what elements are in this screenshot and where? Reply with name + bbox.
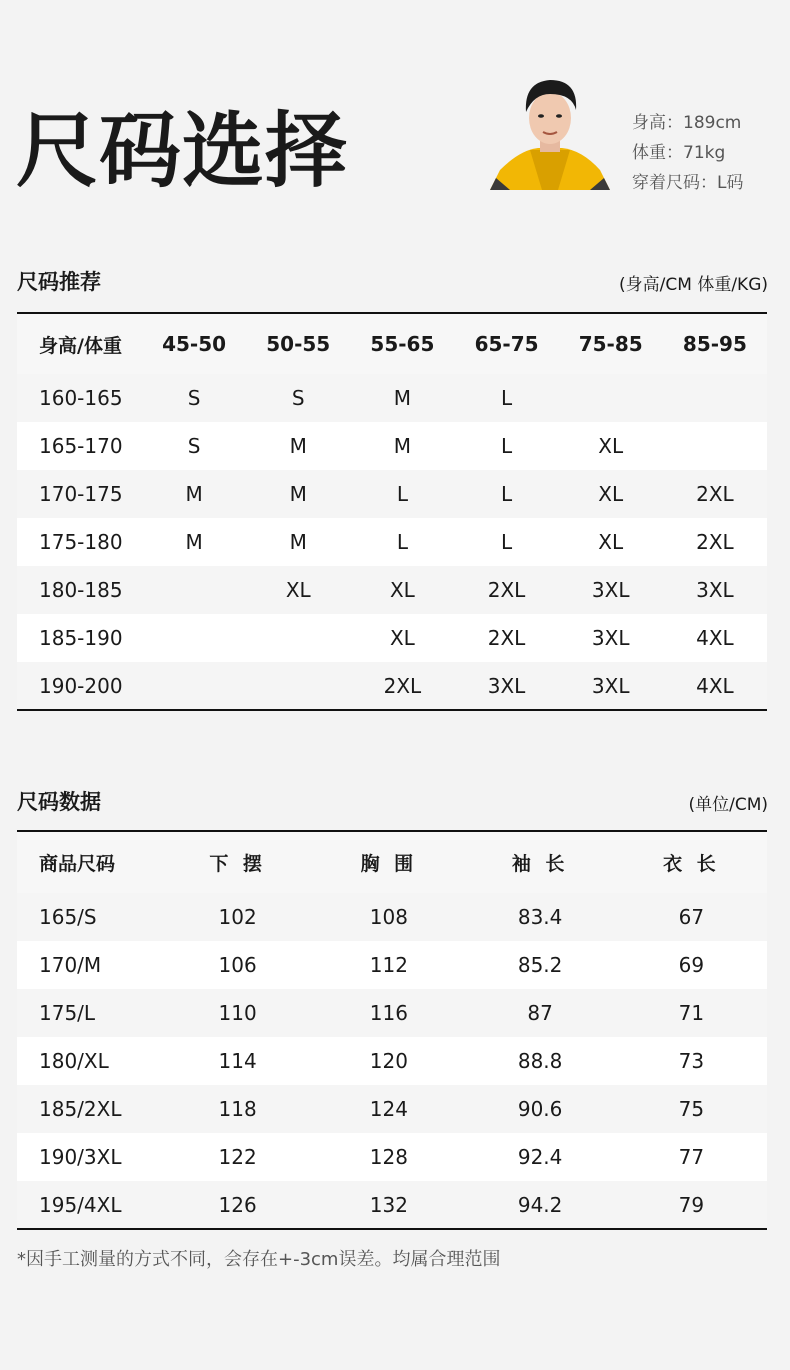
size-recommendation-table xyxy=(17,312,767,711)
table-cell xyxy=(663,374,767,422)
table-cell: L xyxy=(500,482,513,506)
table-cell: 128 xyxy=(369,1145,408,1169)
table-cell: 120 xyxy=(369,1049,408,1073)
size-data-table xyxy=(17,830,767,1230)
table-cell: 79 xyxy=(678,1192,705,1217)
table-cell: 2XL xyxy=(383,673,422,698)
recommend-section-title: 尺码推荐 xyxy=(17,270,101,294)
table-cell: XL xyxy=(598,482,624,506)
table-cell: 2XL xyxy=(487,626,526,650)
table-row xyxy=(17,1181,767,1229)
table-cell: 108 xyxy=(369,905,408,929)
table-cell: M xyxy=(289,482,307,506)
data-unit: (单位/CM) xyxy=(688,795,768,815)
table-cell: XL xyxy=(389,626,415,650)
column-header: 身高/体重 xyxy=(39,334,122,357)
table-cell xyxy=(142,566,246,614)
row-label: 185/2XL xyxy=(39,1097,122,1121)
row-label: 175-180 xyxy=(39,530,123,554)
table-cell: 94.2 xyxy=(517,1192,563,1217)
column-header: 胸 围 xyxy=(360,853,418,875)
table-row xyxy=(17,422,767,470)
row-label: 165-170 xyxy=(39,434,123,458)
table-cell: S xyxy=(187,434,201,458)
table-cell: M xyxy=(185,482,203,506)
row-label: 165/S xyxy=(39,905,97,929)
table-cell: 3XL xyxy=(591,673,630,698)
table-cell: L xyxy=(500,434,513,458)
table-cell: 87 xyxy=(527,1001,553,1025)
table-cell: 124 xyxy=(369,1097,408,1121)
column-header: 55-65 xyxy=(370,332,435,356)
table-cell: L xyxy=(396,530,408,554)
measurement-note: *因手工测量的方式不同，会存在+-3cm误差。均属合理范围 xyxy=(17,1249,501,1270)
table-cell: M xyxy=(393,386,412,410)
table-row xyxy=(17,1037,767,1085)
table-cell: 3XL xyxy=(696,578,734,602)
row-label: 160-165 xyxy=(39,386,123,410)
column-header: 65-75 xyxy=(474,332,539,356)
table-cell: M xyxy=(289,530,307,554)
table-cell xyxy=(246,614,350,662)
table-cell: 118 xyxy=(218,1097,257,1121)
table-cell: 75 xyxy=(678,1097,705,1121)
table-cell: 88.8 xyxy=(517,1049,563,1073)
table-cell: XL xyxy=(285,578,311,602)
table-cell: 92.4 xyxy=(517,1145,563,1169)
table-cell: 110 xyxy=(218,1001,257,1025)
table-cell: 71 xyxy=(678,1001,705,1025)
column-header: 下 摆 xyxy=(209,853,266,875)
table-cell xyxy=(663,422,767,470)
table-cell: 114 xyxy=(218,1049,257,1073)
table-cell: 85.2 xyxy=(517,953,563,977)
row-label: 190/3XL xyxy=(39,1145,122,1169)
model-photo xyxy=(490,70,610,190)
table-cell: S xyxy=(187,386,201,410)
table-cell xyxy=(246,662,350,710)
table-cell: XL xyxy=(389,578,415,602)
table-header-row xyxy=(17,831,767,893)
table-cell: 67 xyxy=(678,905,705,929)
table-row xyxy=(17,566,767,614)
table-row xyxy=(17,374,767,422)
table-cell: L xyxy=(396,482,408,506)
table-cell: 126 xyxy=(218,1192,257,1217)
row-label: 195/4XL xyxy=(39,1192,122,1217)
table-cell: 116 xyxy=(369,1001,408,1025)
row-label: 170/M xyxy=(39,953,102,977)
row-label: 180/XL xyxy=(39,1049,109,1073)
table-cell: M xyxy=(393,434,412,458)
model-size: 穿着尺码：L码 xyxy=(632,173,744,193)
table-header-row xyxy=(17,313,767,374)
table-cell xyxy=(142,614,246,662)
table-cell: 3XL xyxy=(591,626,630,650)
column-header: 45-50 xyxy=(162,332,227,356)
table-cell: 3XL xyxy=(591,578,630,602)
table-cell: XL xyxy=(598,530,624,554)
table-row xyxy=(17,989,767,1037)
table-cell: 112 xyxy=(369,953,408,977)
table-cell: 3XL xyxy=(487,673,526,698)
table-cell: 73 xyxy=(678,1049,705,1073)
table-cell: 4XL xyxy=(696,626,734,650)
table-cell xyxy=(142,662,246,710)
model-photo-illustration xyxy=(490,70,610,190)
model-height: 身高：189cm xyxy=(632,113,742,133)
column-header: 85-95 xyxy=(682,332,747,356)
table-cell: M xyxy=(185,530,203,554)
row-label: 180-185 xyxy=(39,578,123,602)
table-cell: 90.6 xyxy=(517,1097,563,1121)
row-label: 185-190 xyxy=(39,626,123,650)
table-cell: 83.4 xyxy=(517,905,563,929)
row-label: 175/L xyxy=(39,1001,96,1025)
page-title: 尺码选择 xyxy=(16,104,349,199)
column-header: 75-85 xyxy=(578,332,643,356)
table-cell: S xyxy=(291,386,305,410)
table-row xyxy=(17,470,767,518)
table-cell: M xyxy=(289,434,307,458)
table-cell: 102 xyxy=(218,905,257,929)
table-row xyxy=(17,1133,767,1181)
table-row xyxy=(17,518,767,566)
table-cell: 122 xyxy=(218,1145,257,1169)
table-row xyxy=(17,662,767,710)
column-header: 衣 长 xyxy=(663,853,720,875)
table-row xyxy=(17,1085,767,1133)
table-row xyxy=(17,893,767,941)
table-cell: 2XL xyxy=(487,578,526,602)
table-cell: 132 xyxy=(369,1192,408,1217)
table-cell: 2XL xyxy=(696,530,734,554)
table-cell: 77 xyxy=(678,1145,705,1169)
table-cell: 69 xyxy=(678,953,705,977)
row-label: 170-175 xyxy=(39,482,123,506)
table-cell: 2XL xyxy=(696,482,734,506)
header xyxy=(0,0,790,230)
table-cell xyxy=(559,374,663,422)
table-cell: XL xyxy=(598,434,624,458)
recommend-unit: (身高/CM 体重/KG) xyxy=(619,275,768,295)
data-section-title: 尺码数据 xyxy=(17,790,101,814)
table-cell: L xyxy=(500,530,513,554)
column-header: 袖 长 xyxy=(511,853,569,875)
table-cell: L xyxy=(500,386,513,410)
row-label: 190-200 xyxy=(39,673,123,698)
model-weight: 体重：71kg xyxy=(632,143,726,163)
column-header: 商品尺码 xyxy=(39,853,116,875)
table-row xyxy=(17,614,767,662)
model-info xyxy=(632,108,743,198)
column-header: 50-55 xyxy=(266,332,331,356)
table-cell: 106 xyxy=(218,953,257,977)
table-cell: 4XL xyxy=(696,673,734,698)
table-row xyxy=(17,941,767,989)
